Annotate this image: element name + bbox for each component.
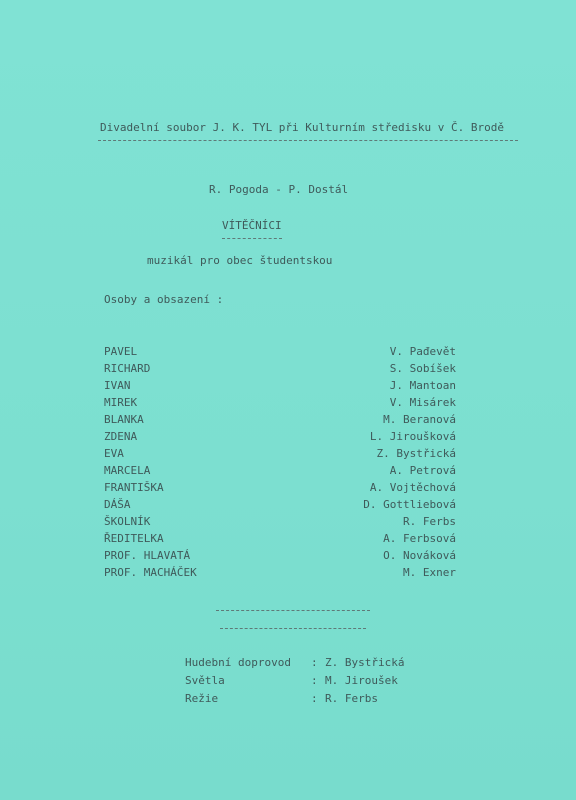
role-name: MIREK: [104, 396, 138, 409]
credit-separator: :: [311, 692, 318, 705]
actor-name: O. Nováková: [383, 549, 456, 562]
heading-divider: [98, 140, 518, 141]
actor-name: A. Petrová: [389, 464, 456, 477]
cast-row: [104, 396, 456, 413]
credit-separator: :: [311, 656, 318, 669]
actor-name: A. Ferbsová: [383, 532, 456, 545]
section-divider-top: [216, 610, 370, 611]
actor-name: J. Mantoan: [389, 379, 456, 392]
actor-name: V. Pađevět: [389, 345, 456, 358]
role-name: ŠKOLNÍK: [104, 515, 151, 528]
cast-row: [104, 379, 456, 396]
role-name: IVAN: [104, 379, 131, 392]
credit-separator: :: [311, 674, 318, 687]
actor-name: D. Gottliebová: [363, 498, 456, 511]
role-name: BLANKA: [104, 413, 144, 426]
cast-row: [104, 532, 456, 549]
title-underline: [222, 238, 282, 239]
actor-name: S. Sobíšek: [389, 362, 456, 375]
cast-row: [104, 498, 456, 515]
credit-name: R. Ferbs: [325, 692, 378, 705]
role-name: ŘEDITELKA: [104, 532, 164, 545]
section-divider-bottom: [220, 628, 366, 629]
play-subtitle: muzikál pro obec študentskou: [147, 254, 333, 267]
cast-row: [104, 447, 456, 464]
ensemble-heading: Divadelní soubor J. K. TYL při Kulturním středisku v Č. Brodě: [100, 121, 504, 134]
role-name: PROF. MACHÁČEK: [104, 566, 197, 579]
cast-row: [104, 362, 456, 379]
actor-name: L. Jiroušková: [369, 430, 456, 443]
cast-row: [104, 549, 456, 566]
cast-row: [104, 430, 456, 447]
credit-name: M. Jiroušek: [325, 674, 398, 687]
actor-name: Z. Bystřická: [376, 447, 456, 460]
credit-name: Z. Bystřická: [325, 656, 405, 669]
cast-row: [104, 413, 456, 430]
role-name: PAVEL: [104, 345, 138, 358]
role-name: DÁŠA: [104, 498, 131, 511]
cast-row: [104, 345, 456, 362]
actor-name: M. Beranová: [383, 413, 456, 426]
role-name: FRANTIŠKA: [104, 481, 164, 494]
role-name: EVA: [104, 447, 124, 460]
credit-row: [185, 692, 445, 709]
actor-name: M. Exner: [403, 566, 456, 579]
credit-label: Hudební doprovod: [185, 656, 291, 669]
role-name: PROF. HLAVATÁ: [104, 549, 191, 562]
cast-row: [104, 566, 456, 583]
cast-heading: Osoby a obsazení :: [104, 293, 224, 306]
credit-label: Světla: [185, 674, 225, 687]
role-name: RICHARD: [104, 362, 151, 375]
credit-row: [185, 656, 445, 673]
credit-row: [185, 674, 445, 691]
actor-name: R. Ferbs: [403, 515, 456, 528]
authors-line: R. Pogoda - P. Dostál: [209, 183, 349, 196]
cast-row: [104, 481, 456, 498]
role-name: ZDENA: [104, 430, 138, 443]
actor-name: A. Vojtěchová: [369, 481, 456, 494]
credit-label: Režie: [185, 692, 219, 705]
cast-row: [104, 464, 456, 481]
play-title: VÍTĚČNÍCI: [222, 219, 282, 232]
role-name: MARCELA: [104, 464, 151, 477]
cast-row: [104, 515, 456, 532]
actor-name: V. Misárek: [389, 396, 456, 409]
